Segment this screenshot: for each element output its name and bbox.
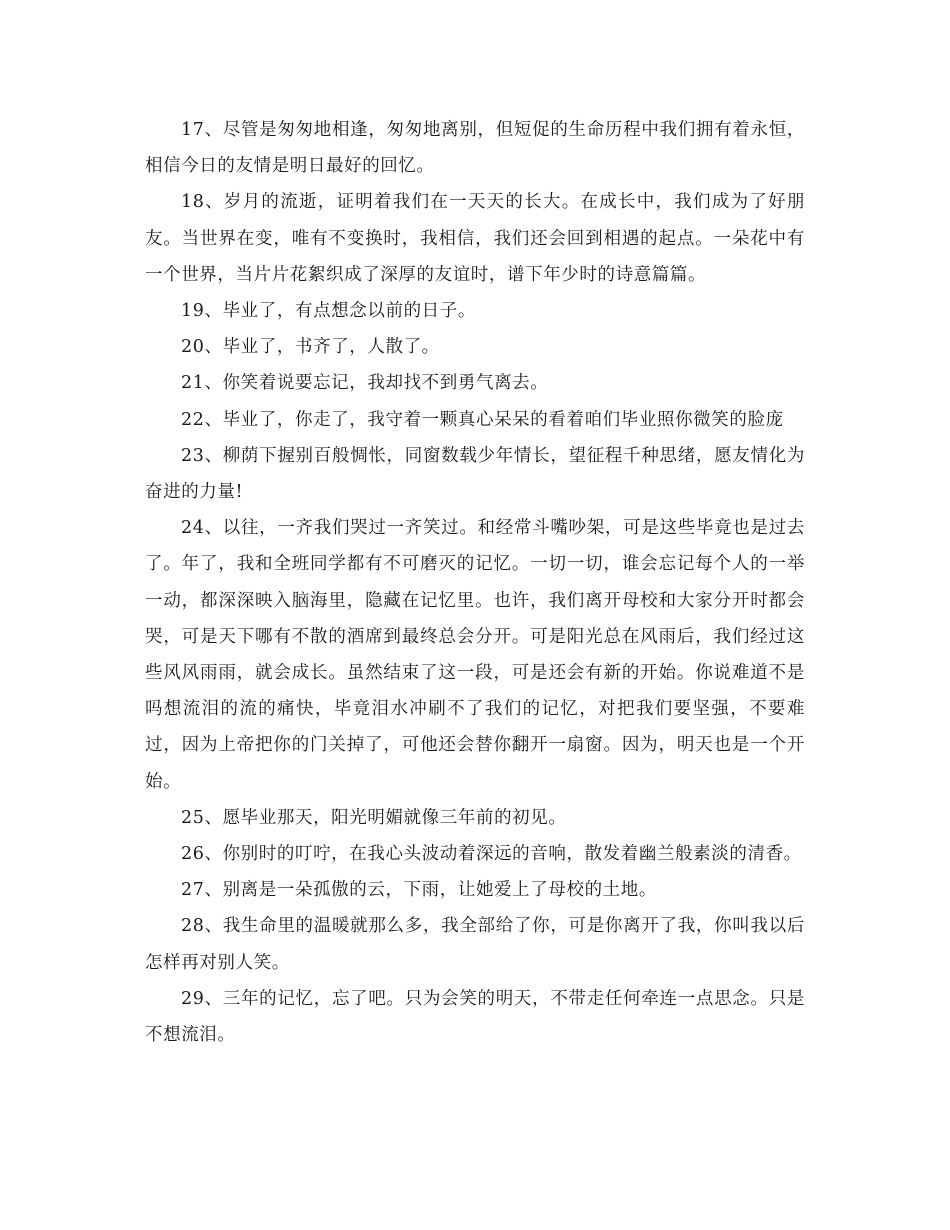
paragraph-18: 18、岁月的流逝，证明着我们在一天天的长大。在成长中，我们成为了好朋友。当世界在变，唯有不变换时，我相信，我们还会回到相遇的起点。一朵花中有一个世界，当片片花絮织成了深厚的友谊时，谱下年少时的诗意篇篇。: [145, 192, 805, 285]
paragraph-17: 17、尽管是匆匆地相逢，匆匆地离别，但短促的生命历程中我们拥有着永恒，相信今日的友情是明日最好的回忆。: [145, 120, 805, 177]
document-body: [145, 112, 805, 1053]
paragraph-22: 22、毕业了，你走了，我守着一颗真心呆呆的看着咱们毕业照你微笑的脸庞: [181, 409, 784, 430]
paragraph-25: 25、愿毕业那天，阳光明媚就像三年前的初见。: [181, 807, 567, 828]
paragraph-23: 23、柳荫下握别百般惆怅，同窗数载少年情长，望征程千种思绪，愿友情化为奋进的力量!: [145, 445, 805, 503]
paragraph-24: 24、以往，一齐我们哭过一齐笑过。和经常斗嘴吵架，可是这些毕竟也是过去了。年了，我和全班同学都有不可磨灭的记忆。一切一切，谁会忘记每个人的一举一动，都深深映入脑海里，隐藏在记忆里。也许，我们离开母校和大家分开时都会哭，可是天下哪有不散的酒席到最终总会分开。可是阳光总在风雨后，我们经过这些风风雨雨，就会成长。虽然结束了这一段，可是还会有新的开始。你说难道不是吗想流泪的流的痛快，毕竟泪水冲刷不了我们的记忆，对把我们要坚强，不要难过，因为上帝把你的门关掉了，可他还会替你翻开一扇窗。因为，明天也是一个开始。: [145, 518, 805, 792]
paragraph-21: 21、你笑着说要忘记，我却找不到勇气离去。: [181, 373, 549, 394]
paragraph-28: 28、我生命里的温暖就那么多，我全部给了你，可是你离开了我，你叫我以后怎样再对别人笑。: [145, 916, 805, 973]
paragraph-26: 26、你别时的叮咛，在我心头波动着深远的音响，散发着幽兰般素淡的清香。: [181, 844, 802, 865]
paragraph-19: 19、毕业了，有点想念以前的日子。: [181, 301, 476, 322]
paragraph-20: 20、毕业了，书齐了，人散了。: [181, 337, 440, 358]
paragraph-29: 29、三年的记忆，忘了吧。只为会笑的明天，不带走任何牵连一点思念。只是不想流泪。: [145, 988, 805, 1046]
paragraph-27: 27、别离是一朵孤傲的云，下雨，让她爱上了母校的土地。: [181, 880, 657, 901]
